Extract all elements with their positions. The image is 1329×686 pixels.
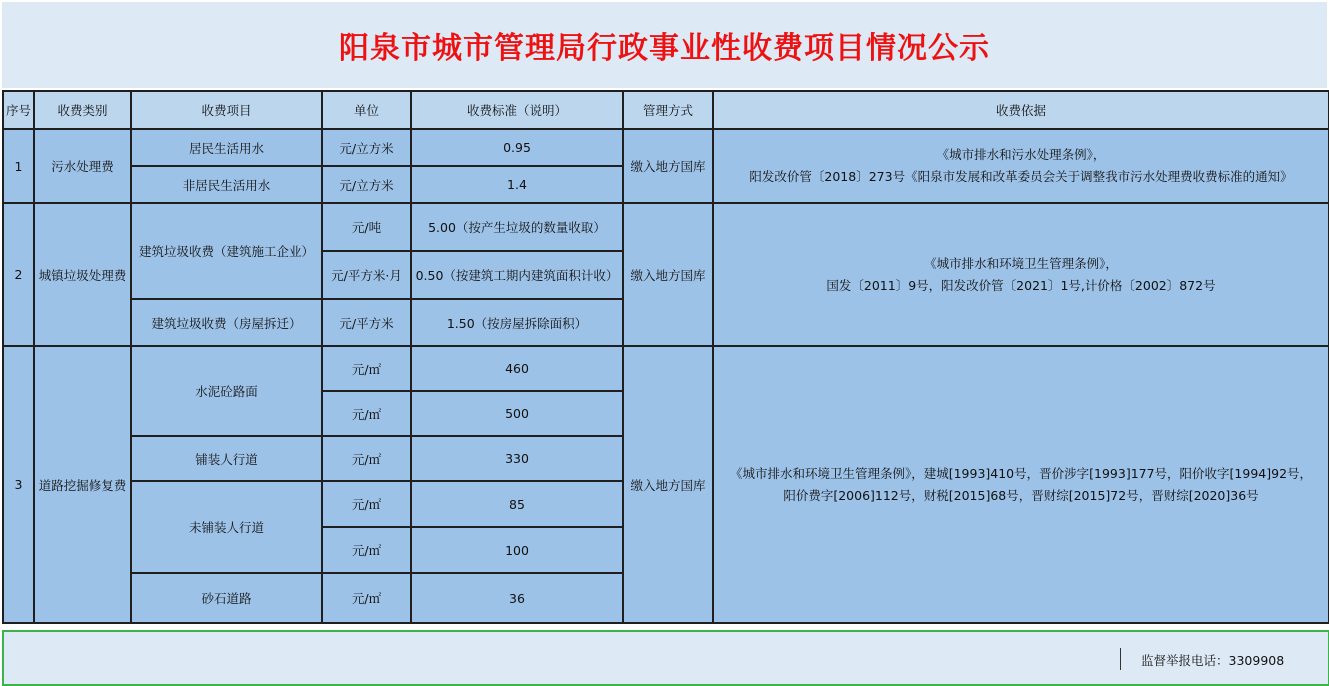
header-category[interactable]: 收费类别 (34, 91, 131, 129)
header-row (3, 91, 1329, 129)
fee-standard[interactable]: 1.4 (411, 166, 623, 203)
row-no[interactable]: 3 (3, 346, 34, 623)
fee-basis[interactable] (713, 129, 1329, 203)
header-management[interactable]: 管理方式 (623, 91, 713, 129)
footer-divider (1120, 648, 1121, 670)
management-method[interactable]: 缴入地方国库 (623, 346, 713, 623)
fee-unit[interactable]: 元/立方米 (322, 129, 411, 166)
management-method[interactable]: 缴入地方国库 (623, 203, 713, 346)
table-row (3, 346, 1329, 391)
fee-standard[interactable]: 460 (411, 346, 623, 391)
footer-band (2, 630, 1329, 686)
header-standard[interactable]: 收费标准（说明） (411, 91, 623, 129)
fee-standard[interactable]: 5.00（按产生垃圾的数量收取） (411, 203, 623, 251)
fee-unit[interactable]: 元/立方米 (322, 166, 411, 203)
header-item[interactable]: 收费项目 (131, 91, 322, 129)
fee-unit[interactable]: 元/㎡ (322, 527, 411, 573)
fee-standard[interactable]: 330 (411, 436, 623, 481)
fee-item[interactable]: 砂石道路 (131, 573, 322, 623)
fee-unit[interactable]: 元/㎡ (322, 391, 411, 436)
report-phone-number: 3309908 (1228, 653, 1285, 668)
basis-line: 《城市排水和环境卫生管理条例》，建城[1993]410号，晋价涉字[1993]177号，阳价收字[1994]92号， (729, 465, 1313, 481)
fee-standard[interactable]: 100 (411, 527, 623, 573)
basis-line: 国发〔2011〕9号，阳发改价管〔2021〕1号,计价格〔2002〕872号 (826, 277, 1216, 293)
title-band (2, 2, 1327, 88)
table-row (3, 203, 1329, 251)
fee-unit[interactable]: 元/㎡ (322, 573, 411, 623)
fee-item[interactable]: 建筑垃圾收费（建筑施工企业） (131, 203, 322, 299)
basis-line: 《城市排水和污水处理条例》， (936, 147, 1106, 162)
fee-item[interactable]: 非居民生活用水 (131, 166, 322, 203)
fee-basis[interactable] (713, 346, 1329, 623)
basis-line: 阳发改价管〔2018〕273号《阳泉市发展和改革委员会关于调整我市污水处理费收费标准的通知》 (749, 169, 1293, 184)
management-method[interactable]: 缴入地方国库 (623, 129, 713, 203)
fee-unit[interactable]: 元/㎡ (322, 481, 411, 527)
header-no[interactable]: 序号 (3, 91, 34, 129)
fee-unit[interactable]: 元/吨 (322, 203, 411, 251)
row-no[interactable]: 2 (3, 203, 34, 346)
fee-basis[interactable] (713, 203, 1329, 346)
fee-unit[interactable]: 元/㎡ (322, 346, 411, 391)
fee-table (2, 90, 1329, 624)
fee-category[interactable]: 城镇垃圾处理费 (34, 203, 131, 346)
fee-unit[interactable]: 元/㎡ (322, 436, 411, 481)
fee-standard[interactable]: 1.50（按房屋拆除面积） (411, 299, 623, 346)
fee-item[interactable]: 铺装人行道 (131, 436, 322, 481)
fee-standard[interactable]: 0.95 (411, 129, 623, 166)
fee-standard[interactable]: 0.50（按建筑工期内建筑面积计收） (411, 251, 623, 299)
fee-category[interactable]: 道路挖掘修复费 (34, 346, 131, 623)
row-no[interactable]: 1 (3, 129, 34, 203)
header-basis[interactable]: 收费依据 (713, 91, 1329, 129)
basis-line: 《城市排水和环境卫生管理条例》， (924, 255, 1118, 271)
fee-category[interactable]: 污水处理费 (34, 129, 131, 203)
table-row (3, 129, 1329, 166)
fee-standard[interactable]: 85 (411, 481, 623, 527)
fee-item[interactable]: 未铺装人行道 (131, 481, 322, 573)
fee-item[interactable]: 水泥砼路面 (131, 346, 322, 436)
page-title: 阳泉市城市管理局行政事业性收费项目情况公示 (339, 31, 990, 66)
fee-standard[interactable]: 36 (411, 573, 623, 623)
basis-line: 阳价费字[2006]112号，财税[2015]68号，晋财综[2015]72号，晋财综[2020]36号 (783, 487, 1259, 503)
fee-standard[interactable]: 500 (411, 391, 623, 436)
header-unit[interactable]: 单位 (322, 91, 411, 129)
report-phone (1141, 651, 1284, 669)
fee-unit[interactable]: 元/平方米 (322, 299, 411, 346)
fee-item[interactable]: 居民生活用水 (131, 129, 322, 166)
report-phone-label: 监督举报电话： (1141, 653, 1229, 668)
fee-item[interactable]: 建筑垃圾收费（房屋拆迁） (131, 299, 322, 346)
fee-unit[interactable]: 元/平方米·月 (322, 251, 411, 299)
